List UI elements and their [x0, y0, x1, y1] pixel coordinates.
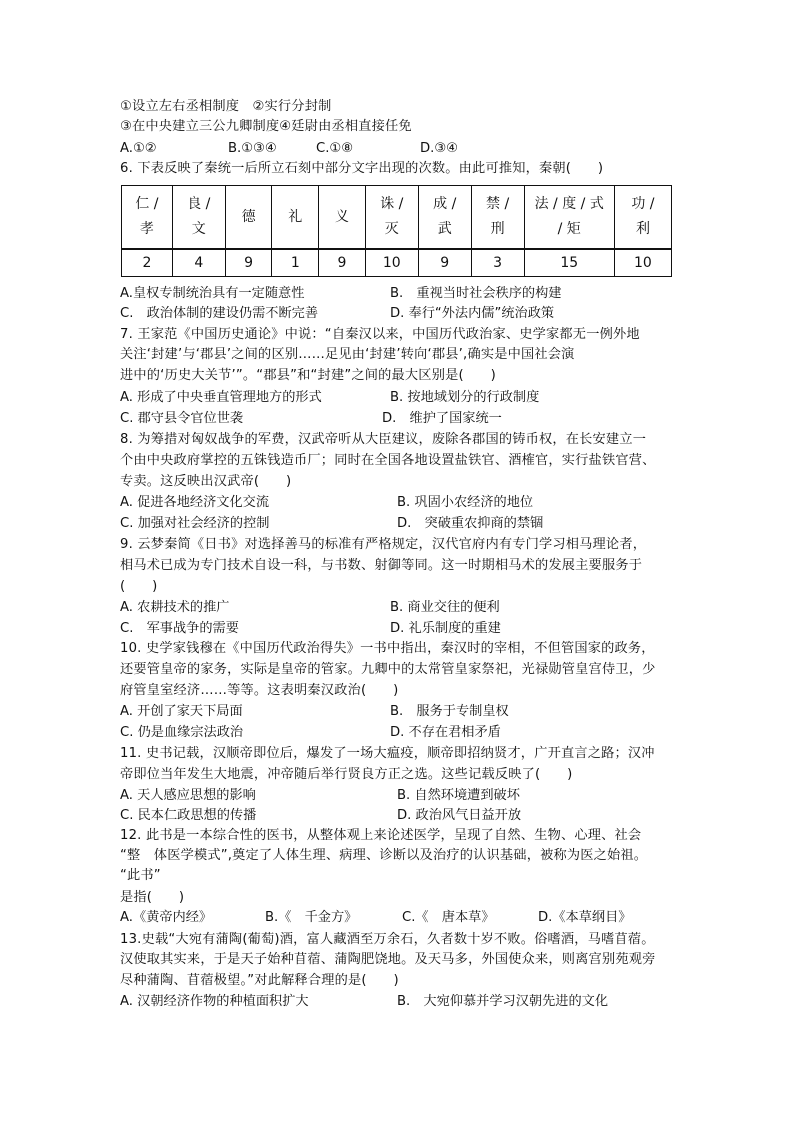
q10-option-d[interactable]: D. 不存在君相矛盾 [390, 725, 501, 740]
table-cell: 2 [122, 249, 173, 277]
table-header-cell: 功 / 利 [614, 186, 671, 250]
q7-stem-line-2: 关注‘封建’与‘郡县’之间的区别……足见由‘封建’转向‘郡县’,确实是中国社会演 [120, 347, 575, 362]
q13-options-row-1 [120, 992, 690, 1012]
table-header-cell: 成 / 武 [418, 186, 471, 250]
q6-frequency-table [121, 185, 672, 277]
q13-option-b[interactable]: B. 大宛仰慕并学习汉朝先进的文化 [397, 994, 609, 1009]
q9-options-row-2 [120, 619, 690, 639]
table-cell: 10 [365, 249, 418, 277]
q11-option-c[interactable]: C. 民本仁政思想的传播 [120, 808, 257, 823]
table-header-row [122, 186, 672, 250]
q8-option-b[interactable]: B. 巩固小农经济的地位 [397, 495, 534, 510]
q8-options-row-2 [120, 514, 690, 534]
q12-option-a[interactable]: A.《黄帝内经》 [120, 910, 213, 925]
q10-stem-line-3: 府管皇室经济……等等。这表明秦汉政治( ) [120, 683, 399, 698]
q10-option-b[interactable]: B. 服务于专制皇权 [390, 704, 509, 719]
q5-option-c[interactable]: C.①⑧ [316, 141, 354, 156]
q10-options-row-2 [120, 723, 690, 743]
q11-stem-line-2: 帝即位当年发生大地震，冲帝随后举行贤良方正之选。这些记载反映了( ) [120, 767, 573, 782]
q11-option-a[interactable]: A. 天人感应思想的影响 [120, 788, 256, 803]
table-cell: 4 [172, 249, 225, 277]
table-header-cell: 禁 / 刑 [471, 186, 524, 250]
q9-options-row-1 [120, 598, 690, 618]
q9-option-b[interactable]: B. 商业交往的便利 [390, 600, 500, 615]
table-cell: 3 [471, 249, 524, 277]
q6-option-a[interactable]: A.皇权专制统治具有一定随意性 [120, 286, 305, 301]
q11-options-row-2 [120, 806, 690, 826]
q11-option-d[interactable]: D. 政治风气日益开放 [397, 808, 522, 823]
q8-option-d[interactable]: D. 突破重农抑商的禁锢 [397, 516, 544, 531]
q12-options [120, 908, 680, 928]
q9-stem-line-2: 相马术已成为专门技术自设一科，与书数、射御等同。这一时期相马术的发展主要服务于 [120, 558, 643, 573]
q10-option-c[interactable]: C. 仍是血缘宗法政治 [120, 725, 244, 740]
q7-option-b[interactable]: B. 按地域划分的行政制度 [390, 390, 540, 405]
q12-option-b[interactable]: B.《 千金方》 [265, 910, 358, 925]
q13-option-a[interactable]: A. 汉朝经济作物的种植面积扩大 [120, 994, 309, 1009]
table-header-cell: 诛 / 灭 [365, 186, 418, 250]
q6-stem: 6. 下表反映了秦统一后所立石刻中部分文字出现的次数。由此可推知，秦朝( ) [120, 161, 604, 176]
q8-options-row-1 [120, 493, 690, 513]
table-cell: 9 [225, 249, 272, 277]
q13-stem-line-3: 尽种蒲陶、苜蓿极望。”对此解释合理的是( ) [120, 973, 399, 988]
q6-option-d[interactable]: D. 奉行“外法内儒”统治政策 [390, 306, 555, 321]
q5-option-d[interactable]: D.③④ [420, 141, 458, 156]
q8-stem-line-2: 个由中央政府掌控的五铢钱造币厂；同时在全国各地设置盐铁官、酒榷官，实行盐铁官营、 [120, 453, 656, 468]
q6-options-row-1 [120, 284, 690, 304]
q13-stem-line-1: 13.史载“大宛有蒲陶(葡萄)酒，富人藏酒至万余石，久者数十岁不败。俗嗜酒，马嗜苜蓿。 [120, 932, 655, 947]
table-header-cell: 仁 / 孝 [122, 186, 173, 250]
table-row [122, 249, 672, 277]
q6-option-b[interactable]: B. 重视当时社会秩序的构建 [390, 286, 562, 301]
q10-options-row-1 [120, 702, 690, 722]
q7-option-c[interactable]: C. 郡守县令官位世袭 [120, 411, 244, 426]
q9-stem-line-3: ( ) [120, 579, 158, 594]
q7-options-row-1 [120, 388, 690, 408]
q12-option-d[interactable]: D.《本草纲目》 [538, 910, 632, 925]
q12-option-c[interactable]: C.《 唐本草》 [402, 910, 495, 925]
q9-option-a[interactable]: A. 农耕技术的推广 [120, 600, 230, 615]
q12-stem-line-2: “整 体医学模式”,奠定了人体生理、病理、诊断以及治疗的认识基础，被称为医之始祖。 [120, 848, 648, 863]
table-cell: 10 [614, 249, 671, 277]
q7-options-row-2 [120, 409, 690, 429]
q12-stem-line-1: 12. 此书是一本综合性的医书，从整体观上来论述医学，呈现了自然、生物、心理、社会 [120, 828, 642, 843]
table-header-cell: 德 [225, 186, 272, 250]
q8-stem-line-1: 8. 为筹措对匈奴战争的军费，汉武帝听从大臣建议，废除各郡国的铸币权，在长安建立一 [120, 432, 647, 447]
q10-option-a[interactable]: A. 开创了家天下局面 [120, 704, 243, 719]
q7-stem-line-1: 7. 王家范《中国历史通论》中说：“自秦汉以来，中国历代政治家、史学家都无一例外地 [120, 327, 640, 342]
q9-option-c[interactable]: C. 军事战争的需要 [120, 621, 239, 636]
q11-option-b[interactable]: B. 自然环境遭到破坏 [397, 788, 520, 803]
table-cell: 9 [418, 249, 471, 277]
q8-stem-line-3: 专卖。这反映出汉武帝( ) [120, 474, 292, 489]
q7-stem-line-3: 进中的‘历史大关节’”。“郡县”和“封建”之间的最大区别是( ) [120, 368, 496, 383]
q6-option-c[interactable]: C. 政治体制的建设仍需不断完善 [120, 306, 319, 321]
q13-stem-line-2: 汉使取其实来，于是天子始种苜蓿、蒲陶肥饶地。及天马多，外国使众来，则离宫别苑观旁 [120, 952, 656, 967]
q5-option-b[interactable]: B.①③④ [228, 141, 277, 156]
q11-stem-line-1: 11. 史书记载，汉顺帝即位后，爆发了一场大瘟疫，顺帝即招纳贤才，广开直言之路；汉冲 [120, 746, 655, 761]
table-header-cell: 礼 [272, 186, 319, 250]
table-header-cell: 法 / 度 / 式 / 矩 [524, 186, 614, 250]
q8-option-c[interactable]: C. 加强对社会经济的控制 [120, 516, 270, 531]
q10-stem-line-1: 10. 史学家钱穆在《中国历代政治得失》一书中指出，秦汉时的宰相，不但管国家的政务， [120, 641, 655, 656]
q9-stem-line-1: 9. 云梦秦简《日书》对选择善马的标准有严格规定，汉代官府内有专门学习相马理论者， [120, 537, 647, 552]
q12-stem-line-4: 是指( ) [120, 890, 185, 905]
q8-option-a[interactable]: A. 促进各地经济文化交流 [120, 495, 270, 510]
q5-option-a[interactable]: A.①② [120, 141, 157, 156]
q6-options-row-2 [120, 304, 690, 324]
q5-options [120, 139, 680, 159]
q12-stem-line-3: “此书” [120, 868, 161, 883]
table-cell: 1 [272, 249, 319, 277]
q11-options-row-1 [120, 786, 690, 806]
q7-option-d[interactable]: D. 维护了国家统一 [382, 411, 502, 426]
table-cell: 9 [319, 249, 366, 277]
q7-option-a[interactable]: A. 形成了中央垂直管理地方的形式 [120, 390, 322, 405]
table-header-cell: 良 / 文 [172, 186, 225, 250]
q5-choice-line-1: ①设立左右丞相制度 ②实行分封制 [120, 99, 332, 114]
q9-option-d[interactable]: D. 礼乐制度的重建 [390, 621, 501, 636]
table-header-cell: 义 [319, 186, 366, 250]
table-cell: 15 [524, 249, 614, 277]
q10-stem-line-2: 还要管皇帝的家务，实际是皇帝的管家。九卿中的太常管皇家祭祀，光禄勋管皇宫侍卫，少 [120, 662, 656, 677]
q5-choice-line-2: ③在中央建立三公九卿制度④廷尉由丞相直接任免 [120, 119, 412, 134]
